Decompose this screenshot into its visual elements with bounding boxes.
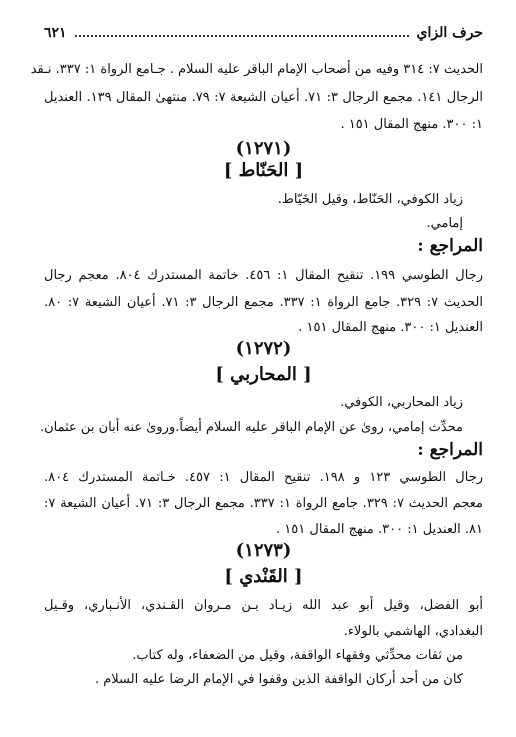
entry-number: (١٢٧٢) — [235, 338, 292, 359]
entry-title: [ المحاربي ] — [215, 364, 312, 385]
text-line: الحديث ٧: ٣١٤ وفيه من أصحاب الإمام الباقر عليه السلام . جـامع الرواة ١: ٣٣٧. نـقد — [30, 62, 483, 77]
text-line: زياد المحاربي، الكوفي. — [340, 395, 463, 410]
text-line: أبو الفضل، وقيل أبو عبد الله زيـاد بـن مـروان القـندي، الأنـباري، وقـيل — [44, 598, 483, 613]
references-heading: المراجع : — [417, 440, 483, 460]
text-line: من ثقات محدِّثي وفقهاء الواقفة، وقيل من الضعفاء، وله كتاب. — [132, 648, 463, 663]
text-line: رجال الطوسي ١٢٣ و ١٩٨. تنقيح المقال ١: ٤٥٧. خـاتمة المستدرك ٨٠٤. — [44, 470, 484, 485]
text-line: رجال الطوسي ١٩٩. تنقيح المقال ١: ٤٥٦. خاتمة المستدرك ٨٠٤. معجم رجال — [44, 268, 483, 283]
references-heading: المراجع : — [417, 236, 483, 256]
page-number: ٦٢١ — [44, 25, 67, 41]
text-line: كان من أحد أركان الواقفة الذين وقفوا في الإمام الرضا عليه السلام . — [94, 672, 463, 687]
entry-title: [ الحَنّاط ] — [223, 160, 304, 181]
text-line: إمامي. — [426, 216, 463, 231]
text-line: محدِّث إمامي، روىٰ عن الإمام الباقر عليه السلام أيضاً.وروىٰ عنه أبان بن عثمان. — [39, 420, 463, 435]
entry-number: (١٢٧١) — [235, 138, 292, 159]
text-line: الرجال ١٤١. مجمع الرجال ٣: ٧١. أعيان الشيعة ٧: ٧٩. منتهىٰ المقال ١٣٩. العنديل — [44, 90, 483, 105]
document-page — [30, 0, 484, 737]
text-line: العنديل ١: ٣٠٠. منهج المقال ١٥١ . — [298, 320, 483, 335]
header-title: حرف الزاي — [416, 25, 483, 41]
entry-number: (١٢٧٣) — [235, 540, 292, 561]
text-line: البغدادي، الهاشمي بالولاء. — [343, 624, 483, 639]
text-line: ٨١. العنديل ١: ٣٠٠. منهج المقال ١٥١ . — [276, 522, 483, 537]
text-line: الحديث ٧: ٣٢٩. جامع الرواة ١: ٣٣٧. مجمع الرجال ٣: ٧١. أعيان الشيعة ٧: ٨٠. — [44, 295, 483, 310]
text-line: معجم الحديث ٧: ٣٢٩. جامع الرواة ١: ٣٣٧. مجمع الرجال ٣: ٧١. أعيان الشيعة ٧: — [44, 496, 484, 511]
header-dot-leader — [75, 35, 409, 37]
text-line: زياد الكوفي، الحَنّاط، وقيل الخَيّاط. — [277, 192, 463, 207]
running-header — [44, 22, 483, 44]
entry-title: [ القَنْدي ] — [224, 566, 303, 587]
text-line: ١: ٣٠٠. منهج المقال ١٥١ . — [340, 117, 483, 132]
